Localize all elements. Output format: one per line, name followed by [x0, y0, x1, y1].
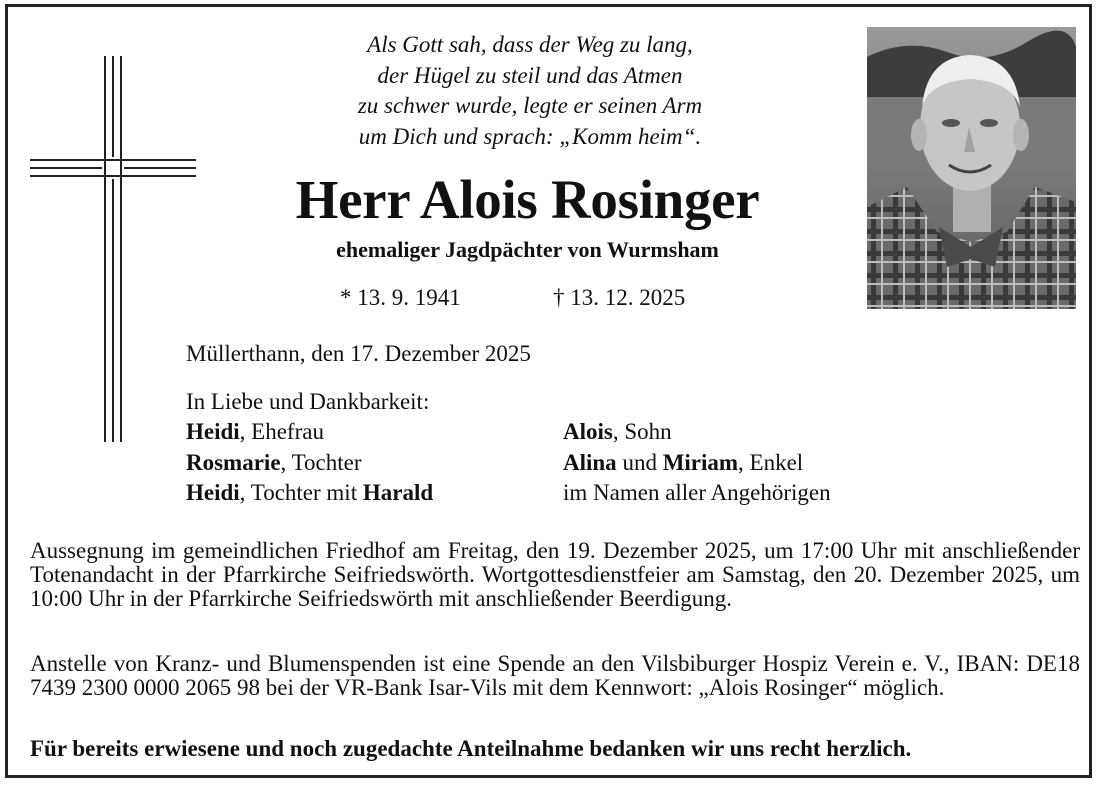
death-date: † 13. 12. 2025 — [553, 285, 686, 310]
cross-icon — [30, 56, 196, 442]
donation-details: Anstelle von Kranz- und Blumenspenden ist eine Spende an den Vilsbiburger Hospiz Verein e. V., IBAN: DE18 7439 2300 0000 2065 98 bei der VR-Bank Isar-Vils mit dem Kennwort: „Alois Rosinger“ möglich. — [30, 651, 1080, 700]
mourner-entry: Alina und Miriam, Enkel — [563, 449, 804, 475]
thanks-line: Für bereits erwiesene und noch zugedachte Anteilnahme bedanken wir uns recht herzlich. — [30, 736, 912, 761]
mourner-entry: Heidi, Ehefrau — [186, 419, 324, 444]
portrait-photo — [867, 27, 1076, 309]
mourner-entry: Heidi, Tochter mit Harald — [186, 480, 434, 505]
mourner-entry: im Namen aller Angehörigen — [563, 480, 831, 505]
verse-line: der Hügel zu steil und das Atmen — [377, 62, 683, 88]
mourners-right — [563, 417, 831, 509]
mourners-intro: In Liebe und Dankbarkeit: — [186, 389, 430, 414]
deceased-role: ehemaliger Jagdpächter von Wurmsham — [336, 237, 719, 262]
verse-line: um Dich und sprach: „Komm heim“. — [358, 123, 702, 149]
place-and-date: Müllerthann, den 17. Dezember 2025 — [186, 341, 531, 366]
verse-line: zu schwer wurde, legte er seinen Arm — [357, 93, 703, 118]
verse-line: Als Gott sah, dass der Weg zu lang, — [367, 32, 693, 57]
memorial-verse — [270, 30, 790, 152]
mourners-left — [186, 417, 433, 509]
funeral-details: Aussegnung im gemeindlichen Friedhof am Freitag, den 19. Dezember 2025, um 17:00 Uhr mit anschließender Totenandacht in der Pfarrkirche Seifriedswörth. Wortgottesdienstfeier am Samstag, den 20. Dezember 2025, um 10:00 Uhr in der Pfarrkirche Seifriedswörth mit anschließender Beerdigung. — [30, 538, 1080, 611]
deceased-name: Herr Alois Rosinger — [295, 169, 760, 230]
birth-date: * 13. 9. 1941 — [340, 285, 461, 310]
mourner-entry: Alois, Sohn — [563, 419, 672, 444]
mourner-entry: Rosmarie, Tochter — [186, 449, 362, 475]
